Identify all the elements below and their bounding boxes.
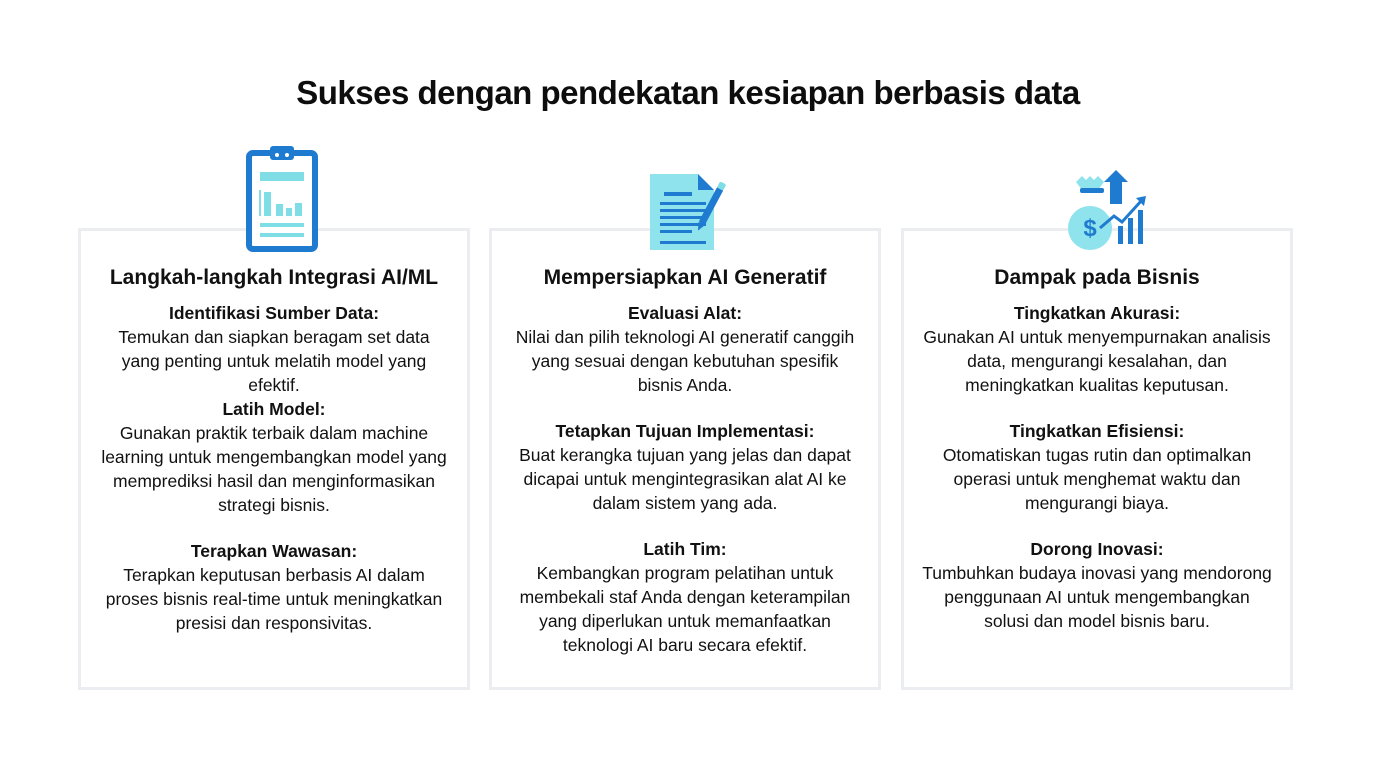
section-heading: Tetapkan Tujuan Implementasi: (555, 421, 815, 441)
card-section (81, 301, 467, 397)
section-heading: Evaluasi Alat: (627, 303, 743, 323)
card-section (904, 537, 1290, 633)
section-heading: Identifikasi Sumber Data: (168, 303, 380, 323)
section-body: Temukan dan siapkan beragam set data yang penting untuk melatih model yang efektif. (118, 327, 430, 395)
money-bag-growth-icon (1066, 170, 1152, 254)
card-section (492, 301, 878, 397)
clipboard-chart-icon (246, 144, 318, 252)
section-body: Gunakan AI untuk menyempurnakan analisis data, mengurangi kesalahan, dan meningkatkan kualitas keputusan. (923, 327, 1271, 395)
section-body: Gunakan praktik terbaik dalam machine learning untuk mengembangkan model yang memprediksi hasil dan menginformasikan strategi bisnis. (101, 423, 447, 515)
section-heading: Latih Model: (222, 399, 326, 419)
card-section (492, 537, 878, 657)
card-title: Mempersiapkan AI Generatif (543, 266, 827, 289)
section-body: Otomatiskan tugas rutin dan optimalkan operasi untuk menghemat waktu dan mengurangi biaya. (942, 445, 1252, 513)
section-body: Nilai dan pilih teknologi AI generatif canggih yang sesuai dengan kebutuhan spesifik bisnis Anda. (515, 327, 855, 395)
card-business-impact (901, 228, 1293, 690)
document-pen-icon (646, 170, 730, 250)
card-section (904, 301, 1290, 397)
section-heading: Tingkatkan Akurasi: (1013, 303, 1181, 323)
section-body: Tumbuhkan budaya inovasi yang mendorong penggunaan AI untuk mengembangkan solusi dan model bisnis baru. (922, 563, 1272, 631)
card-title: Dampak pada Bisnis (994, 266, 1200, 289)
section-heading: Dorong Inovasi: (1030, 539, 1164, 559)
card-section (904, 419, 1290, 515)
card-title: Langkah-langkah Integrasi AI/ML (109, 266, 439, 289)
card-ai-ml-integration (78, 228, 470, 690)
section-heading: Tingkatkan Efisiensi: (1009, 421, 1185, 441)
page-title: Sukses dengan pendekatan kesiapan berbasis data (296, 74, 1080, 111)
section-heading: Latih Tim: (643, 539, 727, 559)
section-body: Terapkan keputusan berbasis AI dalam proses bisnis real-time untuk meningkatkan presisi dan responsivitas. (105, 565, 443, 633)
section-heading: Terapkan Wawasan: (190, 541, 358, 561)
section-body: Kembangkan program pelatihan untuk membekali staf Anda dengan keterampilan yang diperlukan untuk memanfaatkan teknologi AI baru secara efektif. (519, 563, 851, 655)
section-body: Buat kerangka tujuan yang jelas dan dapat dicapai untuk mengintegrasikan alat AI ke dalam sistem yang ada. (519, 445, 851, 513)
card-section (492, 419, 878, 515)
card-generative-ai (489, 228, 881, 690)
svg-text:$: $ (1083, 215, 1097, 242)
card-section (81, 397, 467, 517)
card-section (81, 539, 467, 635)
